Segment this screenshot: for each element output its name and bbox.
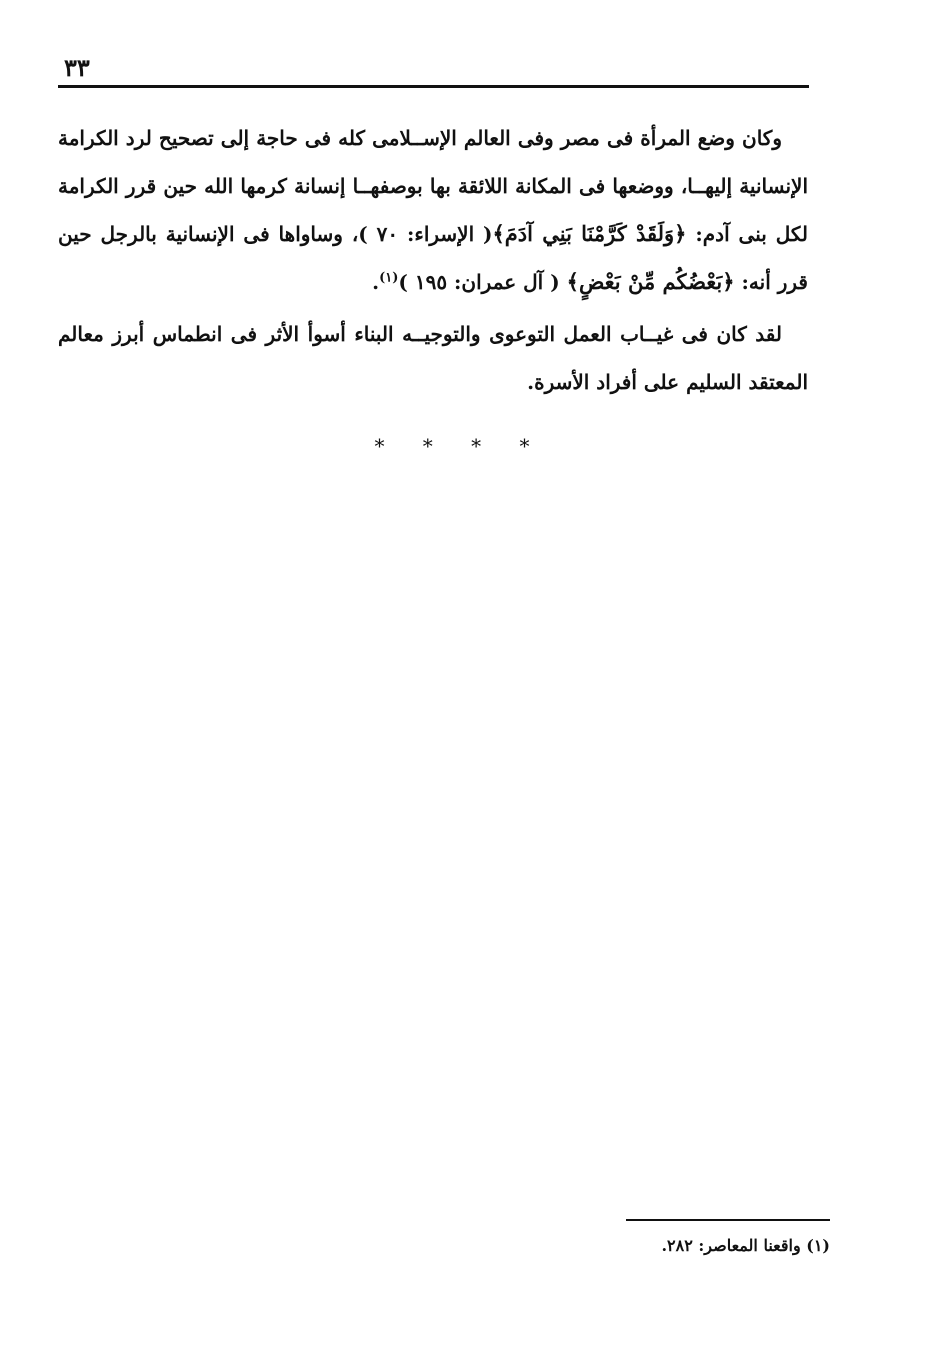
paragraph-2: لقد كان فى غيــاب العمل التوعوى والتوجيــه البناء أسوأ الأثر فى انطماس أبرز معالم المعتقد السليم على أفراد الأسرة. [58,322,808,394]
paragraph-1-text: وكان وضع المرأة فى مصر وفى العالم الإســلامى كله فى حاجة إلى تصحيح لرد الكرامة الإنسانية إليهــا، ووضعها فى المكانة اللائقة بها بوصفهــا إنسانة كرمها الله حين قرر الكرامة لكل بنى آدم: [58,126,809,246]
quran-verse-2: ﴿بَعْضُكُم مِّنْ بَعْضٍ﴾ [566,269,735,294]
paragraph-1 [58,114,808,306]
paragraph-1-end: . [372,270,380,294]
section-divider: * * * * [374,434,546,458]
body-text [58,114,808,406]
quran-verse-1: ﴿وَلَقَدْ كَرَّمْنَا بَنِي آدَمَ﴾ [492,221,687,246]
page-number: ٣٣ [64,53,90,82]
footnote: (١) واقعنا المعاصر: ٢٨٢. [661,1236,830,1255]
citation-1: ( الإسراء: ٧٠ )، وساواها فى الإنسانية بالرجل حين قرر أنه: [58,222,808,294]
citation-2: ( آل عمران: ١٩٥ ) [398,270,560,294]
header-rule [58,85,809,88]
footnote-rule [626,1219,830,1221]
footnote-reference: (١) [379,270,399,286]
